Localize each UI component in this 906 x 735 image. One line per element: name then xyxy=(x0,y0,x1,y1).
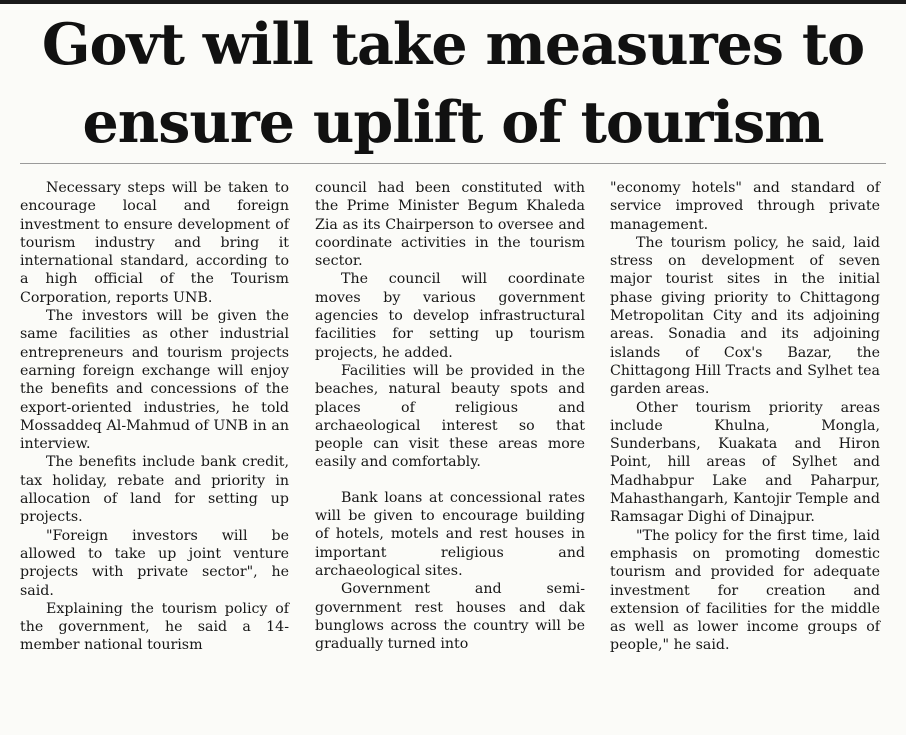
paragraph: "The policy for the first time, laid emphasis on promoting domestic tourism and provided for adequate investment for creation and extension of facilities for the middle as well as lower income groups of people," he said. xyxy=(610,527,880,654)
paragraph: The benefits include bank credit, tax holiday, rebate and priority in allocation of land for setting up projects. xyxy=(20,454,289,526)
paragraph-continued: council had been constituted with the Prime Minister Begum Khaleda Zia as its Chairperson to oversee and coordinate activities in the tourism sector. xyxy=(315,180,585,270)
paragraph: The tourism policy, he said, laid stress on development of seven major tourist sites in the initial phase giving priority to Chittagong Metropolitan City and its adjoining areas. Sonadia and its adjoining islands of Cox's Bazar, the Chittagong Hill Tracts and Sylhet tea garden areas. xyxy=(610,234,880,398)
headline-divider xyxy=(20,163,886,164)
article-column-3 xyxy=(610,179,880,655)
headline xyxy=(0,6,906,162)
paragraph: Explaining the tourism policy of the government, he said a 14-member national tourism xyxy=(20,600,289,654)
article-column-1 xyxy=(20,179,289,655)
headline-line-1: Govt will take measures to xyxy=(41,11,865,78)
paragraph: Other tourism priority areas include Khulna, Mongla, Sunderbans, Kuakata and Hiron Point, hill areas of Sylhet and Madhabpur Lake and Paharpur, Mahasthangarh, Kantojir Temple and Ramsagar Dighi of Dinajpur. xyxy=(610,399,880,526)
paragraph: Necessary steps will be taken to encourage local and foreign investment to ensure development of tourism industry and bring it international standard, according to a high official of the Tourism Corporation, reports UNB. xyxy=(20,180,289,306)
top-rule xyxy=(0,0,906,4)
paragraph: "Foreign investors will be allowed to take up joint venture projects with private sector", he said. xyxy=(20,527,289,599)
article-column-2 xyxy=(315,179,585,653)
headline-line-2: ensure uplift of tourism xyxy=(82,89,824,156)
paragraph: Government and semi-government rest houses and dak bunglows across the country will be gradually turned into xyxy=(315,581,585,653)
paragraph: The council will coordinate moves by various government agencies to develop infrastructural facilities for setting up tourism projects, he added. xyxy=(315,271,585,361)
paragraph: The investors will be given the same facilities as other industrial entrepreneurs and tourism projects earning foreign exchange will enjoy the benefits and concessions of the export-oriented industries, he told Mossaddeq Al-Mahmud of UNB in an interview. xyxy=(20,308,289,453)
paragraph: Bank loans at concessional rates will be given to encourage building of hotels, motels and rest houses in important religious and archaeological sites. xyxy=(315,489,585,579)
paragraph-continued: "economy hotels" and standard of service improved through private management. xyxy=(610,180,880,233)
paragraph: Facilities will be provided in the beaches, natural beauty spots and places of religious and archaeological interest so that people can visit these areas more easily and comfortably. xyxy=(315,362,585,471)
